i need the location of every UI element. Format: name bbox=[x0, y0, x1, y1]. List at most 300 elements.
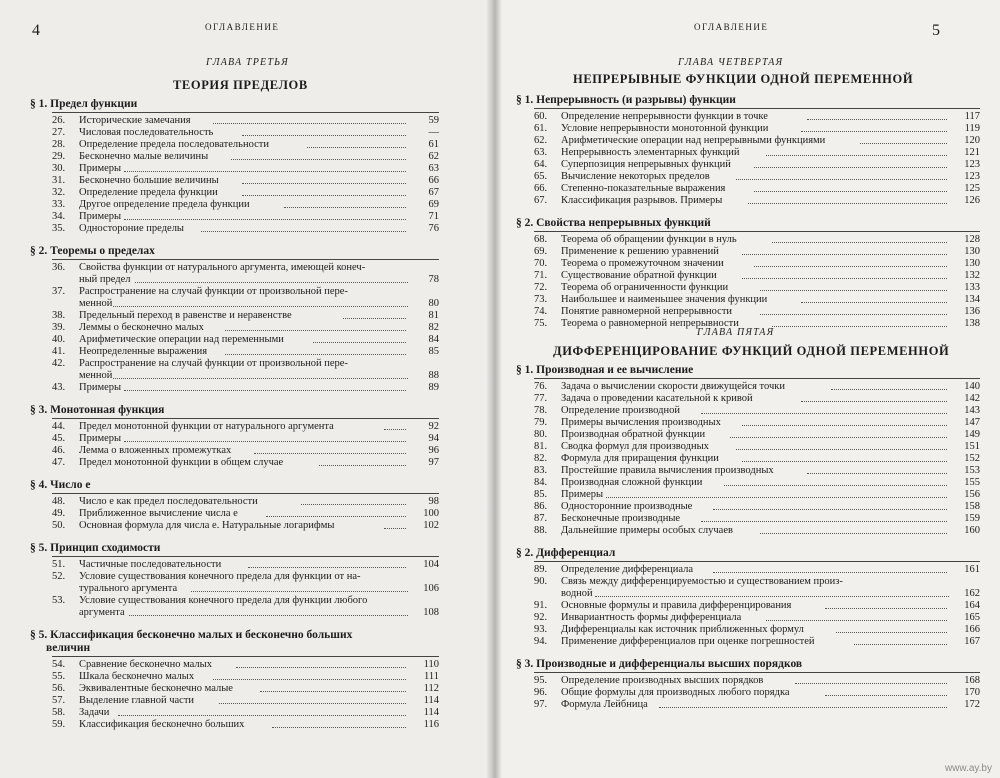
entry-title: Наибольшее и наименьшее значения функции bbox=[561, 294, 768, 305]
toc-entry bbox=[534, 417, 980, 428]
toc-entry bbox=[534, 171, 980, 182]
entry-page: 133 bbox=[964, 282, 980, 293]
entry-page: 66 bbox=[428, 175, 439, 186]
toc-entry-cont bbox=[52, 298, 439, 309]
toc-entry bbox=[52, 322, 439, 333]
gutter-shadow bbox=[486, 0, 502, 778]
entry-number: 88. bbox=[534, 525, 548, 536]
entry-page: 62 bbox=[428, 151, 439, 162]
section-title: § 2. Дифференциал bbox=[516, 547, 616, 559]
entry-title: Предел монотонной функции от натурального аргумента bbox=[79, 421, 334, 432]
toc-entry-cont bbox=[52, 370, 439, 381]
leader-dots bbox=[113, 370, 408, 379]
entry-title: Понятие равномерной непрерывности bbox=[561, 306, 733, 317]
entry-title: Условие существования конечного предела для функции от на- bbox=[79, 571, 361, 582]
leader-dots bbox=[713, 564, 948, 573]
toc-entry bbox=[534, 405, 980, 416]
leader-dots bbox=[124, 382, 406, 391]
toc-entry bbox=[52, 559, 439, 570]
leader-dots bbox=[724, 477, 947, 486]
section-rule bbox=[52, 259, 439, 260]
entry-number: 91. bbox=[534, 600, 548, 611]
toc-entry-cont bbox=[52, 607, 439, 618]
entry-title: Определение производных высших порядков bbox=[561, 675, 764, 686]
entry-title: Теорема о промежуточном значении bbox=[561, 258, 724, 269]
entry-page: 170 bbox=[964, 687, 980, 698]
leader-dots bbox=[219, 695, 406, 704]
entry-number: 60. bbox=[534, 111, 548, 122]
toc-entry bbox=[534, 306, 980, 317]
toc-entry bbox=[534, 564, 980, 575]
leader-dots bbox=[124, 211, 406, 220]
entry-page: 123 bbox=[964, 159, 980, 170]
toc-entry bbox=[52, 695, 439, 706]
leader-dots bbox=[384, 421, 406, 430]
entry-page: 117 bbox=[964, 111, 980, 122]
leader-dots bbox=[595, 588, 949, 597]
entry-page: 143 bbox=[964, 405, 980, 416]
entry-number: 46. bbox=[52, 445, 66, 456]
toc-entry bbox=[52, 433, 439, 444]
entry-title: Исторические замечания bbox=[79, 115, 191, 126]
toc-entry bbox=[52, 520, 439, 531]
leader-dots bbox=[124, 433, 406, 442]
entry-title: Примеры bbox=[79, 163, 122, 174]
leader-dots bbox=[760, 306, 947, 315]
entry-title: Дальнейшие примеры особых случаев bbox=[561, 525, 733, 536]
entry-number: 90. bbox=[534, 576, 548, 587]
entry-page: 110 bbox=[423, 659, 439, 670]
toc-entry bbox=[534, 147, 980, 158]
leader-dots bbox=[701, 513, 947, 522]
entry-title: Суперпозиция непрерывных функций bbox=[561, 159, 731, 170]
leader-dots bbox=[742, 270, 947, 279]
chapter-label: ГЛАВА ТРЕТЬЯ bbox=[206, 57, 289, 68]
entry-page: 130 bbox=[964, 258, 980, 269]
entry-page: 156 bbox=[964, 489, 980, 500]
entry-number: 68. bbox=[534, 234, 548, 245]
entry-number: 95. bbox=[534, 675, 548, 686]
toc-entry bbox=[534, 636, 980, 647]
entry-number: 73. bbox=[534, 294, 548, 305]
entry-title: Классификация бесконечно больших bbox=[79, 719, 245, 730]
entry-number: 82. bbox=[534, 453, 548, 464]
entry-page: 106 bbox=[423, 583, 439, 594]
entry-page: 69 bbox=[428, 199, 439, 210]
section-rule bbox=[534, 231, 980, 232]
section-title: § 5. Принцип сходимости bbox=[30, 542, 161, 554]
entry-page: 162 bbox=[964, 588, 980, 599]
leader-dots bbox=[754, 183, 947, 192]
right-page bbox=[494, 0, 1000, 778]
toc-entry-cont bbox=[534, 588, 980, 599]
section-rule bbox=[52, 656, 439, 657]
entry-page: 111 bbox=[424, 671, 439, 682]
entry-page: 80 bbox=[428, 298, 439, 309]
entry-title: Общие формулы для производных любого порядка bbox=[561, 687, 790, 698]
leader-dots bbox=[201, 223, 406, 232]
entry-number: 66. bbox=[534, 183, 548, 194]
leader-dots bbox=[742, 453, 947, 462]
leader-dots bbox=[807, 111, 947, 120]
entry-title: Приближенное вычисление числа е bbox=[79, 508, 238, 519]
entry-number: 35. bbox=[52, 223, 66, 234]
chapter-label: ГЛАВА ПЯТАЯ bbox=[697, 327, 775, 338]
entry-title: Числовая последовательность bbox=[79, 127, 214, 138]
entry-number: 84. bbox=[534, 477, 548, 488]
entry-number: 48. bbox=[52, 496, 66, 507]
entry-title: Частичные последовательности bbox=[79, 559, 222, 570]
chapter-label: ГЛАВА ЧЕТВЕРТАЯ bbox=[678, 57, 784, 68]
entry-number: 28. bbox=[52, 139, 66, 150]
entry-title: Основные формулы и правила дифференцирования bbox=[561, 600, 792, 611]
entry-title: Одностороние пределы bbox=[79, 223, 184, 234]
entry-title: Распространение на случай функции от произвольной пере- bbox=[79, 358, 348, 369]
leader-dots bbox=[260, 683, 406, 692]
leader-dots bbox=[801, 393, 947, 402]
toc-entry bbox=[534, 123, 980, 134]
leader-dots bbox=[284, 199, 406, 208]
entry-page: 96 bbox=[428, 445, 439, 456]
entry-title: Арифметические операции над переменными bbox=[79, 334, 284, 345]
entry-title: Сводка формул для производных bbox=[561, 441, 709, 452]
entry-page: 132 bbox=[964, 270, 980, 281]
toc-entry bbox=[52, 334, 439, 345]
entry-page: 61 bbox=[428, 139, 439, 150]
toc-entry bbox=[534, 234, 980, 245]
entry-title: Вычисление некоторых пределов bbox=[561, 171, 710, 182]
entry-title: Эквивалентные бесконечно малые bbox=[79, 683, 233, 694]
entry-number: 76. bbox=[534, 381, 548, 392]
entry-title: Леммы о бесконечно малых bbox=[79, 322, 204, 333]
section-title: § 4. Число е bbox=[30, 479, 91, 491]
entry-title-cont: аргумента bbox=[79, 607, 125, 618]
entry-title: Условие непрерывности монотонной функции bbox=[561, 123, 769, 134]
entry-number: 69. bbox=[534, 246, 548, 257]
entry-number: 79. bbox=[534, 417, 548, 428]
entry-title: Применение дифференциалов при оценке погрешностей bbox=[561, 636, 815, 647]
entry-number: 97. bbox=[534, 699, 548, 710]
entry-title: Определение производной bbox=[561, 405, 680, 416]
watermark: www.ay.by bbox=[944, 763, 992, 774]
entry-number: 70. bbox=[534, 258, 548, 269]
section-rule bbox=[534, 378, 980, 379]
entry-number: 53. bbox=[52, 595, 66, 606]
toc-entry bbox=[534, 465, 980, 476]
toc-entry bbox=[534, 624, 980, 635]
entry-number: 30. bbox=[52, 163, 66, 174]
toc-entry bbox=[52, 286, 439, 297]
entry-title-cont: ный предел bbox=[79, 274, 131, 285]
section-title: § 3. Производные и дифференциалы высших порядков bbox=[516, 658, 803, 670]
entry-title: Определение предела функции bbox=[79, 187, 218, 198]
entry-number: 26. bbox=[52, 115, 66, 126]
section-title: § 1. Предел функции bbox=[30, 98, 138, 110]
leader-dots bbox=[248, 559, 406, 568]
entry-title-cont: турального аргумента bbox=[79, 583, 178, 594]
toc-entry bbox=[52, 508, 439, 519]
entry-page: 120 bbox=[964, 135, 980, 146]
entry-number: 94. bbox=[534, 636, 548, 647]
entry-title: Теорема об обращении функции в нуль bbox=[561, 234, 737, 245]
leader-dots bbox=[313, 334, 406, 343]
leader-dots bbox=[760, 282, 947, 291]
leader-dots bbox=[343, 310, 406, 319]
left-page bbox=[0, 0, 494, 778]
entry-title: Примеры bbox=[561, 489, 604, 500]
section-rule bbox=[52, 418, 439, 419]
toc-entry bbox=[534, 270, 980, 281]
entry-number: 55. bbox=[52, 671, 66, 682]
entry-page: 152 bbox=[964, 453, 980, 464]
leader-dots bbox=[659, 699, 947, 708]
leader-dots bbox=[225, 346, 406, 355]
entry-title: Производная обратной функции bbox=[561, 429, 706, 440]
entry-number: 85. bbox=[534, 489, 548, 500]
entry-page: 121 bbox=[964, 147, 980, 158]
section-rule bbox=[534, 561, 980, 562]
entry-page: 158 bbox=[964, 501, 980, 512]
entry-number: 33. bbox=[52, 199, 66, 210]
toc-entry bbox=[534, 135, 980, 146]
entry-page: 128 bbox=[964, 234, 980, 245]
entry-title: Примеры bbox=[79, 433, 122, 444]
entry-page: 67 bbox=[428, 187, 439, 198]
section-title: § 1. Производная и ее вычисление bbox=[516, 364, 694, 376]
toc-entry bbox=[534, 246, 980, 257]
entry-number: 71. bbox=[534, 270, 548, 281]
toc-entry bbox=[534, 282, 980, 293]
toc-entry bbox=[534, 258, 980, 269]
entry-number: 34. bbox=[52, 211, 66, 222]
leader-dots bbox=[831, 381, 948, 390]
toc-entry bbox=[52, 707, 439, 718]
toc-entry bbox=[534, 429, 980, 440]
entry-title: Теорема о равномерной непрерывности bbox=[561, 318, 739, 329]
entry-number: 51. bbox=[52, 559, 66, 570]
entry-number: 44. bbox=[52, 421, 66, 432]
toc-entry bbox=[534, 453, 980, 464]
leader-dots bbox=[736, 441, 947, 450]
running-head: ОГЛАВЛЕНИЕ bbox=[694, 22, 769, 32]
entry-title: Связь между дифференцируемостью и существованием произ- bbox=[561, 576, 843, 587]
entry-page: 82 bbox=[428, 322, 439, 333]
entry-title: Формула для приращения функции bbox=[561, 453, 719, 464]
entry-title: Существование обратной функции bbox=[561, 270, 717, 281]
entry-number: 49. bbox=[52, 508, 66, 519]
leader-dots bbox=[860, 135, 947, 144]
entry-number: 63. bbox=[534, 147, 548, 158]
entry-number: 93. bbox=[534, 624, 548, 635]
section-title: § 3. Монотонная функция bbox=[30, 404, 165, 416]
entry-page: 161 bbox=[964, 564, 980, 575]
entry-title: Инвариантность формы дифференциала bbox=[561, 612, 742, 623]
entry-page: 147 bbox=[964, 417, 980, 428]
toc-entry bbox=[534, 183, 980, 194]
entry-title: Число е как предел последовательности bbox=[79, 496, 258, 507]
toc-entry bbox=[52, 139, 439, 150]
entry-title: Примеры bbox=[79, 211, 122, 222]
section-title: § 2. Теоремы о пределах bbox=[30, 245, 155, 257]
entry-number: 32. bbox=[52, 187, 66, 198]
toc-entry bbox=[52, 262, 439, 273]
entry-title: Выделение главной части bbox=[79, 695, 195, 706]
toc-entry bbox=[534, 393, 980, 404]
entry-page: 112 bbox=[423, 683, 439, 694]
leader-dots bbox=[231, 151, 407, 160]
entry-title: Примеры вычисления производных bbox=[561, 417, 721, 428]
entry-number: 78. bbox=[534, 405, 548, 416]
toc-entry bbox=[52, 175, 439, 186]
toc-entry bbox=[52, 151, 439, 162]
entry-title-cont: менной bbox=[79, 370, 113, 381]
entry-number: 96. bbox=[534, 687, 548, 698]
leader-dots bbox=[236, 659, 406, 668]
leader-dots bbox=[113, 298, 408, 307]
entry-number: 42. bbox=[52, 358, 66, 369]
entry-title: Бесконечные производные bbox=[561, 513, 681, 524]
toc-entry bbox=[534, 477, 980, 488]
leader-dots bbox=[766, 612, 947, 621]
entry-number: 56. bbox=[52, 683, 66, 694]
section-rule bbox=[534, 672, 980, 673]
entry-title: Определение предела последовательности bbox=[79, 139, 269, 150]
toc-entry bbox=[534, 441, 980, 452]
leader-dots bbox=[213, 115, 406, 124]
page-number: 4 bbox=[32, 22, 40, 39]
leader-dots bbox=[801, 294, 947, 303]
entry-number: 41. bbox=[52, 346, 66, 357]
leader-dots bbox=[754, 159, 947, 168]
entry-page: 63 bbox=[428, 163, 439, 174]
toc-entry bbox=[52, 115, 439, 126]
toc-entry bbox=[534, 600, 980, 611]
leader-dots bbox=[825, 687, 947, 696]
entry-number: 52. bbox=[52, 571, 66, 582]
entry-title: Распространение на случай функции от произвольной пере- bbox=[79, 286, 348, 297]
entry-page: 140 bbox=[964, 381, 980, 392]
chapter-title: ДИФФЕРЕНЦИРОВАНИЕ ФУНКЦИЙ ОДНОЙ ПЕРЕМЕННОЙ bbox=[553, 344, 950, 358]
entry-title: Бесконечно малые величины bbox=[79, 151, 209, 162]
entry-title: Производная сложной функции bbox=[561, 477, 703, 488]
toc-entry bbox=[52, 163, 439, 174]
section-rule bbox=[52, 493, 439, 494]
entry-number: 87. bbox=[534, 513, 548, 524]
entry-title: Степенно-показательные выражения bbox=[561, 183, 726, 194]
running-head: ОГЛАВЛЕНИЕ bbox=[205, 22, 280, 32]
leader-dots bbox=[225, 322, 406, 331]
toc-entry bbox=[52, 571, 439, 582]
chapter-title: НЕПРЕРЫВНЫЕ ФУНКЦИИ ОДНОЙ ПЕРЕМЕННОЙ bbox=[573, 72, 914, 86]
toc-entry bbox=[534, 294, 980, 305]
entry-title: Классификация разрывов. Примеры bbox=[561, 195, 723, 206]
entry-page: 130 bbox=[964, 246, 980, 257]
toc-entry bbox=[52, 671, 439, 682]
entry-title: Основная формула для числа е. Натуральные логарифмы bbox=[79, 520, 335, 531]
leader-dots bbox=[124, 163, 406, 172]
toc-entry bbox=[534, 111, 980, 122]
toc-entry bbox=[534, 612, 980, 623]
entry-page: 88 bbox=[428, 370, 439, 381]
toc-entry bbox=[534, 489, 980, 500]
entry-page: 119 bbox=[964, 123, 980, 134]
toc-entry bbox=[52, 358, 439, 369]
toc-entry bbox=[52, 187, 439, 198]
leader-dots bbox=[742, 417, 947, 426]
leader-dots bbox=[801, 123, 947, 132]
toc-entry bbox=[52, 683, 439, 694]
entry-title: Условие существования конечного предела для функции любого bbox=[79, 595, 368, 606]
entry-page: 168 bbox=[964, 675, 980, 686]
leader-dots bbox=[825, 600, 947, 609]
entry-page: 85 bbox=[428, 346, 439, 357]
leader-dots bbox=[754, 258, 947, 267]
entry-page: 59 bbox=[428, 115, 439, 126]
entry-number: 39. bbox=[52, 322, 66, 333]
entry-title-cont: водной bbox=[561, 588, 593, 599]
toc-entry bbox=[534, 525, 980, 536]
entry-number: 77. bbox=[534, 393, 548, 404]
entry-title: Шкала бесконечно малых bbox=[79, 671, 195, 682]
entry-number: 31. bbox=[52, 175, 66, 186]
toc-entry bbox=[534, 381, 980, 392]
toc-entry bbox=[52, 659, 439, 670]
toc-entry bbox=[52, 310, 439, 321]
page-number: 5 bbox=[932, 22, 940, 39]
entry-page: 76 bbox=[428, 223, 439, 234]
section-title-cont: величин bbox=[46, 642, 91, 654]
leader-dots bbox=[772, 318, 948, 327]
entry-number: 61. bbox=[534, 123, 548, 134]
entry-number: 27. bbox=[52, 127, 66, 138]
section-title: § 2. Свойства непрерывных функций bbox=[516, 217, 711, 229]
leader-dots bbox=[836, 624, 947, 633]
leader-dots bbox=[760, 525, 947, 534]
entry-page: 155 bbox=[964, 477, 980, 488]
entry-page: 164 bbox=[964, 600, 980, 611]
leader-dots bbox=[118, 707, 406, 716]
toc-entry bbox=[52, 211, 439, 222]
leader-dots bbox=[384, 520, 406, 529]
entry-page: 149 bbox=[964, 429, 980, 440]
entry-page: 98 bbox=[428, 496, 439, 507]
entry-number: 64. bbox=[534, 159, 548, 170]
entry-number: 38. bbox=[52, 310, 66, 321]
toc-entry bbox=[52, 346, 439, 357]
toc-entry-cont bbox=[52, 583, 439, 594]
toc-entry bbox=[534, 513, 980, 524]
toc-entry bbox=[52, 223, 439, 234]
entry-number: 75. bbox=[534, 318, 548, 329]
entry-page: 123 bbox=[964, 171, 980, 182]
leader-dots bbox=[307, 139, 406, 148]
entry-page: 81 bbox=[428, 310, 439, 321]
section-title: § 1. Непрерывность (и разрывы) функции bbox=[516, 94, 736, 106]
entry-title: Задача о вычислении скорости движущейся точки bbox=[561, 381, 785, 392]
toc-entry bbox=[534, 501, 980, 512]
entry-number: 74. bbox=[534, 306, 548, 317]
section-rule bbox=[534, 108, 980, 109]
leader-dots bbox=[807, 465, 947, 474]
entry-number: 29. bbox=[52, 151, 66, 162]
leader-dots bbox=[748, 195, 947, 204]
entry-title: Свойства функции от натурального аргумента, имеющей конеч- bbox=[79, 262, 366, 273]
entry-number: 43. bbox=[52, 382, 66, 393]
entry-title: Определение непрерывности функции в точке bbox=[561, 111, 768, 122]
entry-number: 50. bbox=[52, 520, 66, 531]
section-title: § 5. Классификация бесконечно малых и бесконечно больших bbox=[30, 629, 353, 641]
toc-entry bbox=[52, 382, 439, 393]
